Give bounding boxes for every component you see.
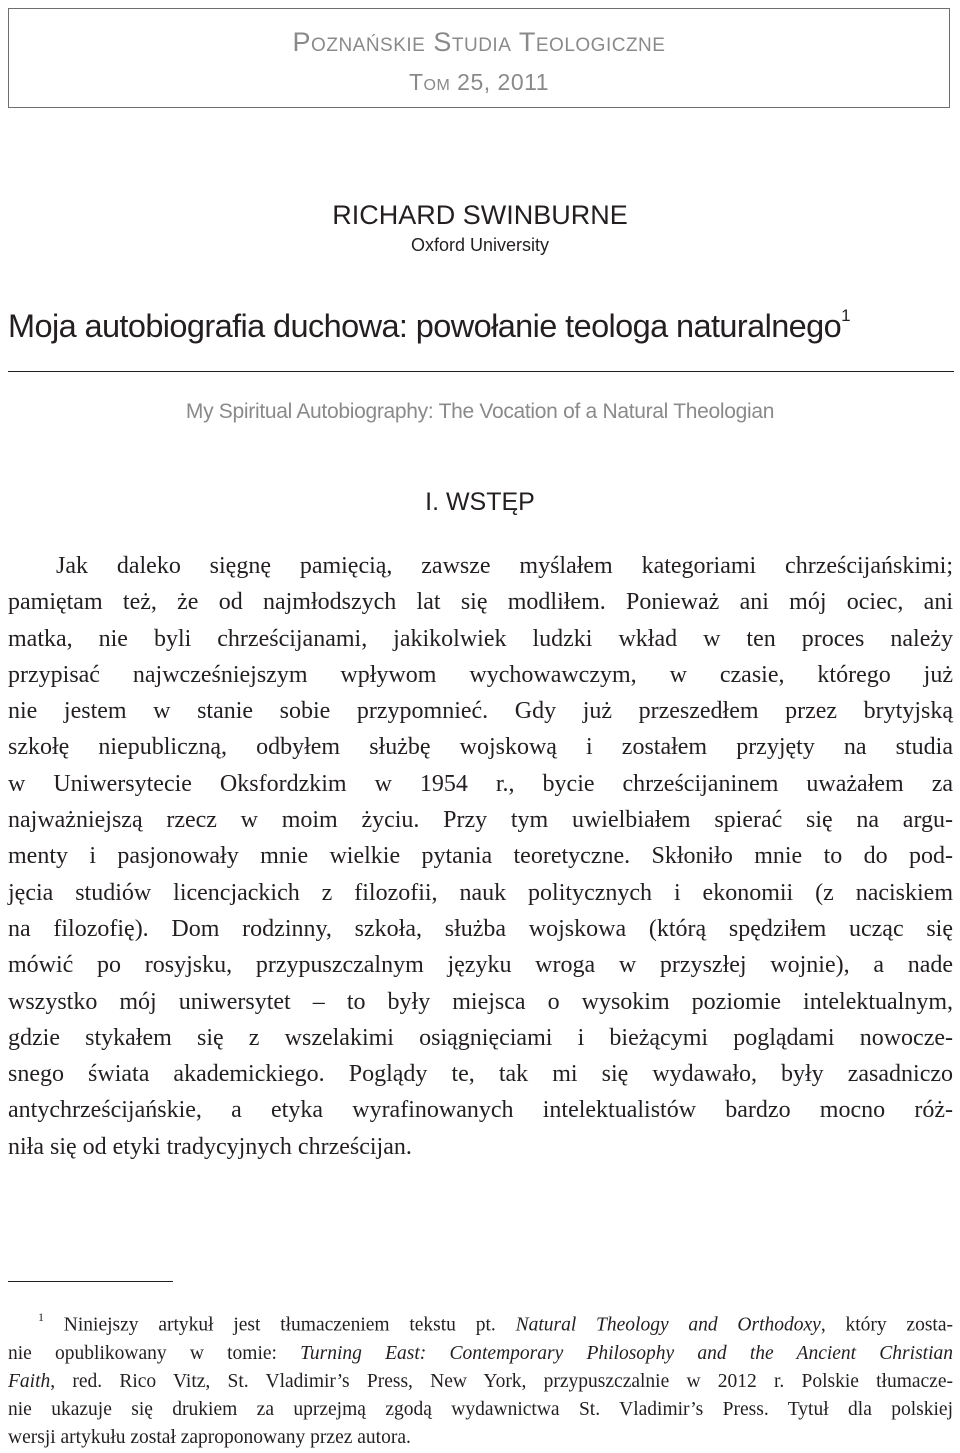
body-line: antychrześcijańskie, a etyka wyrafinowanych intelektualistów bardzo mocno róż-: [8, 1097, 953, 1124]
body-line: najważniejszą rzecz w moim życiu. Przy tym uwielbiałem spierać się na argu-: [8, 807, 953, 834]
article-title: [8, 308, 954, 345]
footnote-cited-title: Natural Theology and Orthodoxy: [515, 1314, 821, 1336]
footnote-line: wersji artykułu został zaproponowany przez autora.: [8, 1427, 411, 1449]
footnote-divider: [8, 1281, 173, 1282]
section-heading: I. WSTĘP: [425, 488, 535, 516]
body-line: niła się od etyki tradycyjnych chrześcijan.: [8, 1133, 412, 1160]
author-affiliation: Oxford University: [410, 235, 550, 255]
footnote: [8, 1305, 953, 1453]
footnote-marker: 1: [38, 1310, 44, 1324]
journal-header-box: [8, 8, 950, 108]
journal-title: Poznańskie Studia Teologiczne: [292, 27, 666, 57]
footnote-line: nie ukazuje się drukiem za uprzejmą zgodą wydawnictwa St. Vladimir’s Press. Tytuł dla polskiej: [8, 1399, 953, 1421]
body-line: Jak daleko sięgnę pamięcią, zawsze myślałem kategoriami chrześcijańskimi;: [56, 553, 953, 579]
body-line: przypisać najwcześniejszym wpływom wychowawczym, w czasie, którego już: [8, 661, 953, 688]
body-line: gdzie stykałem się z wszelakimi osiągnięciami i bieżącymi poglądami nowocze-: [8, 1024, 953, 1051]
body-line: na filozofię). Dom rodzinny, szkoła, służba wojskowa (którą spędziłem ucząc się: [8, 915, 953, 942]
journal-volume: Tom 25, 2011: [408, 69, 550, 95]
body-line: matka, nie byli chrześcijanami, jakikolwiek ludzki wkład w ten proces należy: [8, 625, 953, 652]
body-paragraph: [8, 548, 953, 1165]
footnote-line: $^1$ Niniejszy artykuł jest tłumaczeniem tekstu pt. Natural Theology and Orthodoxy, który zosta-: [38, 1310, 953, 1336]
body-line: wszystko mój uniwersytet – to były miejsca o wysokim poziomie intelektualnym,: [8, 988, 953, 1015]
footnote-line: nie opublikowany w tomie: Turning East: Contemporary Philosophy and the Ancient Christian: [8, 1342, 953, 1364]
body-line: szkołę niepubliczną, odbyłem służbę wojskową i zostałem przyjęty na studia: [8, 734, 953, 761]
footnote-volume-title: Turning East: Contemporary Philosophy and the Ancient Christian: [300, 1342, 953, 1364]
body-line: menty i pasjonowały mnie wielkie pytania teoretyczne. Skłoniło mnie to do pod-: [8, 843, 953, 870]
english-title: My Spiritual Autobiography: The Vocation of a Natural Theologian: [185, 400, 775, 423]
article-title-text: Moja autobiografia duchowa: powołanie teologa naturalnego: [8, 308, 842, 344]
body-line: jęcia studiów licencjackich z filozofii, nauk politycznych i ekonomii (z naciskiem: [8, 879, 953, 906]
body-line: nie jestem w stanie sobie przypomnieć. Gdy już przeszedłem przez brytyjską: [8, 698, 953, 725]
body-line: w Uniwersytecie Oksfordzkim w 1954 r., bycie chrześcijaninem uważałem za: [8, 770, 953, 797]
body-line: mówić po rosyjsku, przypuszczalnym języku wroga w przyszłej wojnie), a nade: [8, 952, 953, 979]
title-footnote-marker[interactable]: 1: [841, 306, 850, 326]
body-line: snego świata akademickiego. Poglądy te, tak mi się wydawało, były zasadniczo: [8, 1061, 953, 1088]
footnote-volume-title-end: Faith: [8, 1370, 51, 1392]
body-line: pamiętam też, że od najmłodszych lat się modliłem. Ponieważ ani mój ociec, ani: [8, 589, 953, 616]
title-divider: [8, 371, 954, 372]
author-name: RICHARD SWINBURNE: [332, 200, 628, 230]
footnote-line: Faith, red. Rico Vitz, St. Vladimir’s Press, New York, przypuszczalnie w 2012 r. Polskie tłumacze-: [8, 1370, 953, 1392]
